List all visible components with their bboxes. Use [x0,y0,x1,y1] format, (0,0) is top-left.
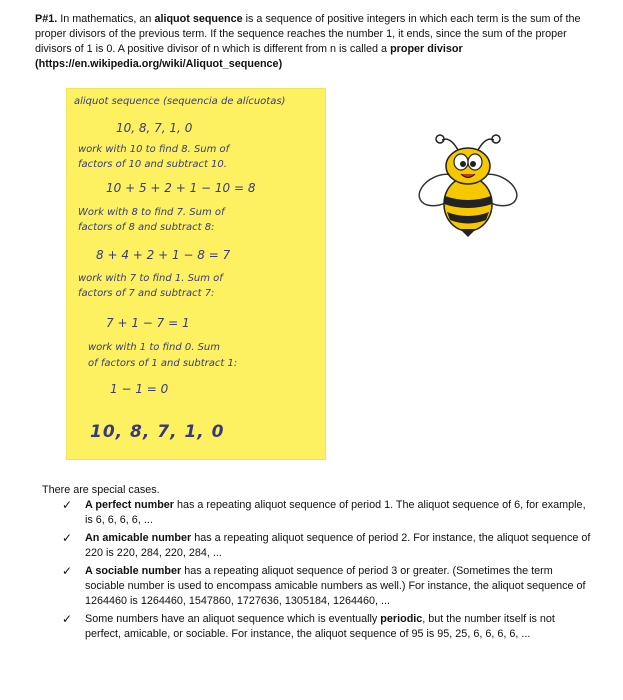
note-step1-line1: work with 10 to find 8. Sum of [78,144,230,155]
note-step3-line1: work with 7 to find 1. Sum of [78,273,223,284]
term-sociable-number: A sociable number [85,565,182,577]
handwritten-note [66,88,326,460]
case-text: , but the number itself is not perfect, amicable, or sociable. For instance, the aliquot sequence of 95 is 95, 25, 6, 6, 6, 6, ... [85,613,555,640]
case-text: has a repeating aliquot sequence of period 1. The aliquot sequence of 6, for example, is 6, 6, 6, 6, ... [85,499,586,526]
term-perfect-number: A perfect number [85,499,174,511]
term-aliquot-sequence: aliquot sequence [154,13,243,25]
case-text: has a repeating aliquot sequence of period 3 or greater. (Sometimes the term sociable number is used to encompass amicable numbers as well.) For instance, the aliquot sequence of 1264460 is 1264460, 1547860, 1727636, 1305184, 1264460, ... [85,565,586,607]
note-step2-line2: factors of 8 and subtract 8: [78,222,215,233]
list-item [62,564,592,609]
note-heading: aliquot sequence (sequencia de alícuotas) [74,96,286,107]
intro-text-1: In mathematics, an [57,13,155,25]
note-equation-4: 1 − 1 = 0 [110,382,169,396]
special-cases-list [62,498,592,645]
checkmark-icon: ✓ [62,612,73,626]
case-text: Some numbers have an aliquot sequence which is eventually [85,613,381,625]
note-step1-line2: factors of 10 and subtract 10. [78,159,227,170]
note-step4-line1: work with 1 to find 0. Sum [88,342,221,353]
term-periodic: periodic [380,613,423,625]
wiki-url: (https://en.wikipedia.org/wiki/Aliquot_sequence) [35,58,283,70]
note-sequence-top: 10, 8, 7, 1, 0 [116,121,193,135]
note-equation-1: 10 + 5 + 2 + 1 − 10 = 8 [106,181,256,195]
problem-number: P#1. [35,13,58,25]
special-cases-heading: There are special cases. [42,484,160,496]
note-equation-3: 7 + 1 − 7 = 1 [106,316,190,330]
checkmark-icon: ✓ [62,564,73,578]
term-proper-divisor: proper divisor [390,43,463,55]
checkmark-icon: ✓ [62,498,73,512]
term-amicable-number: An amicable number [85,532,192,544]
note-step4-line2: of factors of 1 and subtract 1: [88,358,238,369]
note-step2-line1: Work with 8 to find 7. Sum of [78,207,225,218]
list-item [62,498,592,528]
list-item [62,531,592,561]
note-result: 10, 8, 7, 1, 0 [90,422,225,442]
checkmark-icon: ✓ [62,531,73,545]
note-step3-line2: factors of 7 and subtract 7: [78,288,215,299]
bee-illustration [414,126,522,238]
case-text: has a repeating aliquot sequence of period 2. For instance, the aliquot sequence of 220 is 220, 284, 220, 284, ... [85,532,591,559]
problem-intro [35,12,595,72]
note-equation-2: 8 + 4 + 2 + 1 − 8 = 7 [96,248,231,262]
list-item [62,612,592,642]
intro-text-2: is a sequence of positive integers in which each term is the sum of the proper divisors of the previous term. If the sequence reaches the number 1, it ends, since the sum of the proper divisors of 1 is 0. A positive divisor of n which is different from n is called a [35,13,581,55]
